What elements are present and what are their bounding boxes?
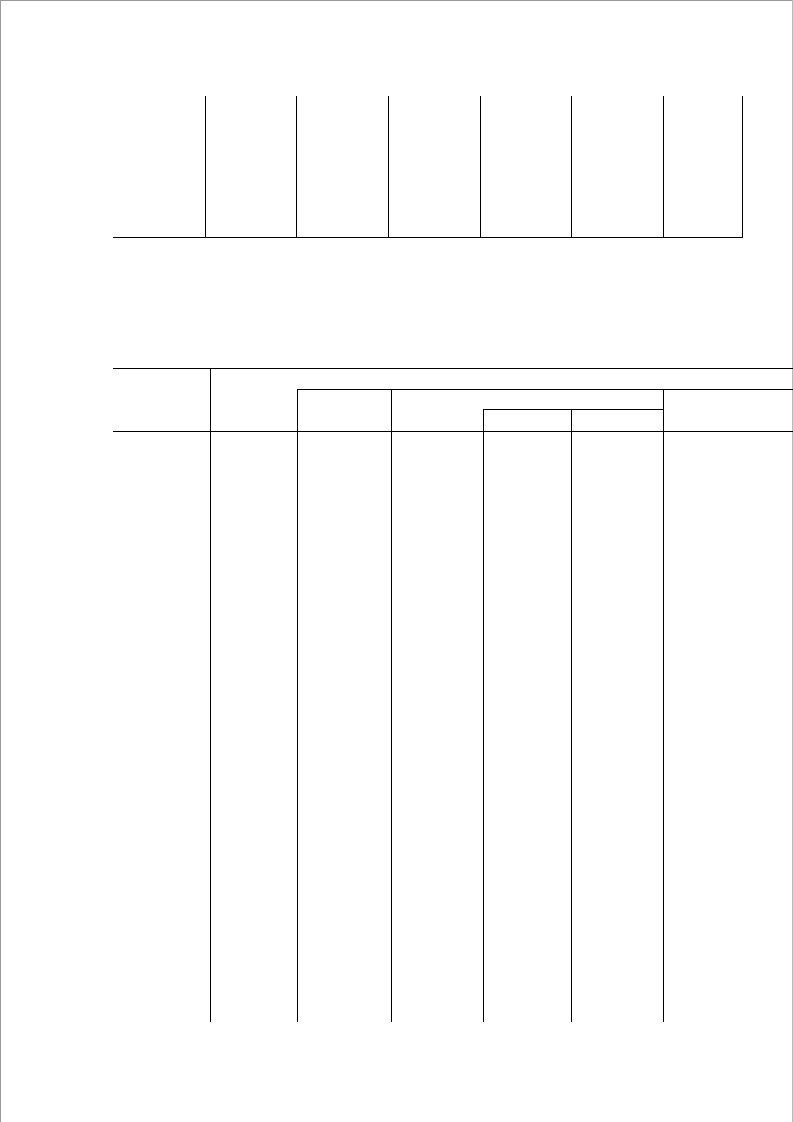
column-divider	[210, 368, 211, 1022]
header-top-rule	[113, 368, 793, 369]
column-divider	[571, 409, 572, 1022]
gdp-index-table	[113, 368, 793, 1022]
column-divider	[297, 389, 298, 1022]
header-bottom-rule	[113, 431, 793, 432]
header-sub-rule	[483, 409, 663, 410]
column-divider	[571, 96, 572, 238]
column-divider	[296, 96, 297, 238]
gdp-value-table	[113, 96, 743, 238]
column-divider	[663, 389, 664, 1022]
column-divider	[480, 96, 481, 238]
column-divider	[388, 96, 389, 238]
page-border-top	[0, 0, 793, 1]
page-border-left	[0, 0, 1, 1122]
column-divider	[391, 389, 392, 1022]
header-mid-rule	[297, 389, 793, 390]
column-divider	[205, 96, 206, 238]
column-divider	[483, 409, 484, 1022]
column-divider	[663, 96, 664, 238]
table-bottom-rule	[113, 237, 743, 238]
column-divider	[742, 96, 743, 238]
